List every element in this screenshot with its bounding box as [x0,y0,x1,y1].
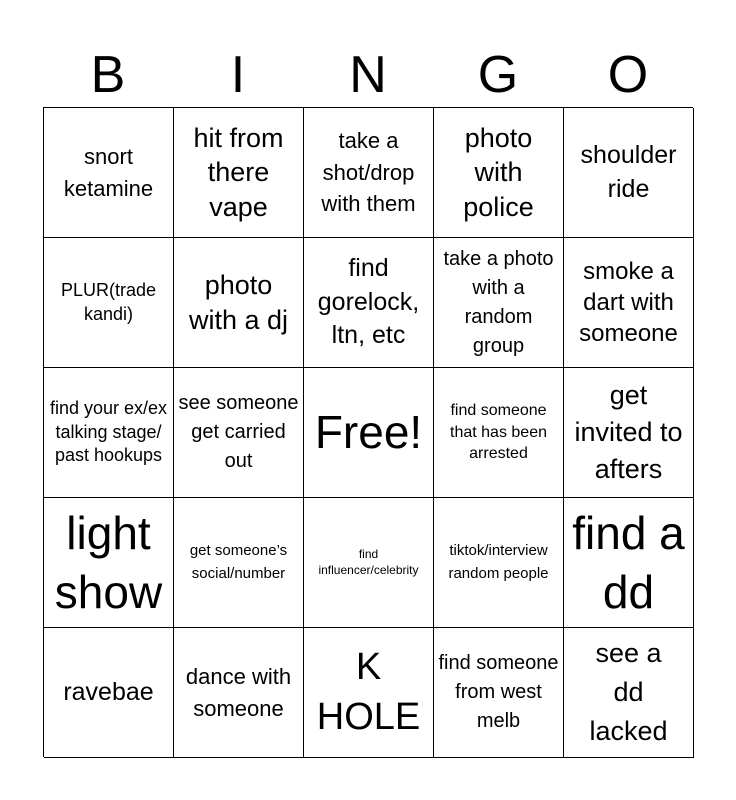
bingo-cell[interactable] [44,368,174,498]
cell-text: K HOLE [316,646,421,738]
cell-text: see someone get carried out [178,392,299,472]
bingo-cell[interactable] [174,368,304,498]
cell-text: get invited to afters [574,379,683,485]
bingo-cell[interactable] [434,368,564,498]
bingo-cell[interactable] [304,498,434,628]
cell-text: dance with someone [185,663,292,721]
bingo-cell[interactable] [434,238,564,368]
bingo-cell[interactable] [564,498,694,628]
cell-text: find someone from west melb [438,652,559,732]
cell-text: ravebae [63,677,154,706]
bingo-cell[interactable] [564,238,694,368]
bingo-header [43,40,693,110]
bingo-cell[interactable] [44,108,174,238]
cell-text: Free! [314,405,423,458]
cell-text: PLUR(trade kandi) [60,280,157,324]
header-letter-o: O [607,46,649,104]
header-letter-i: I [230,46,246,104]
cell-text: take a shot/drop with them [321,127,416,217]
bingo-cell[interactable] [564,628,694,758]
bingo-cell[interactable] [174,498,304,628]
cell-text: photo with a dj [188,270,289,335]
cell-text: tiktok/interview random people [448,542,549,582]
bingo-cell[interactable] [434,498,564,628]
cell-text: find someone that has been arrested [450,402,547,463]
bingo-cell[interactable] [174,238,304,368]
cell-text: see a dd lacked [589,637,668,747]
bingo-cell[interactable] [44,498,174,628]
cell-text: snort ketamine [63,143,154,201]
bingo-cell[interactable] [174,628,304,758]
bingo-cell[interactable] [174,108,304,238]
bingo-cell[interactable] [434,108,564,238]
cell-text: photo with police [463,123,534,222]
bingo-cell[interactable] [304,108,434,238]
cell-text: light show [54,506,163,618]
bingo-cell[interactable] [304,628,434,758]
cell-text: shoulder ride [580,140,677,203]
cell-text: find gorelock, ltn, etc [317,253,420,350]
bingo-cell free-space[interactable] [304,368,434,498]
bingo-grid [43,107,693,757]
cell-text: smoke a dart with someone [579,257,678,348]
header-letter-n: N [349,46,387,104]
bingo-cell[interactable] [564,108,694,238]
cell-text: find a dd [572,506,685,618]
bingo-cell[interactable] [564,368,694,498]
bingo-cell[interactable] [44,238,174,368]
bingo-cell[interactable] [304,238,434,368]
cell-text: get someone’s social/number [189,542,288,582]
bingo-cell[interactable] [44,628,174,758]
cell-text: find your ex/ex talking stage/ past hookups [49,398,168,466]
header-letter-g: G [477,46,519,104]
cell-text: find influencer/celebrity [318,546,419,577]
cell-text: hit from there vape [193,123,284,222]
cell-text: take a photo with a random group [443,247,554,357]
header-letter-b: B [90,46,126,104]
bingo-cell[interactable] [434,628,564,758]
